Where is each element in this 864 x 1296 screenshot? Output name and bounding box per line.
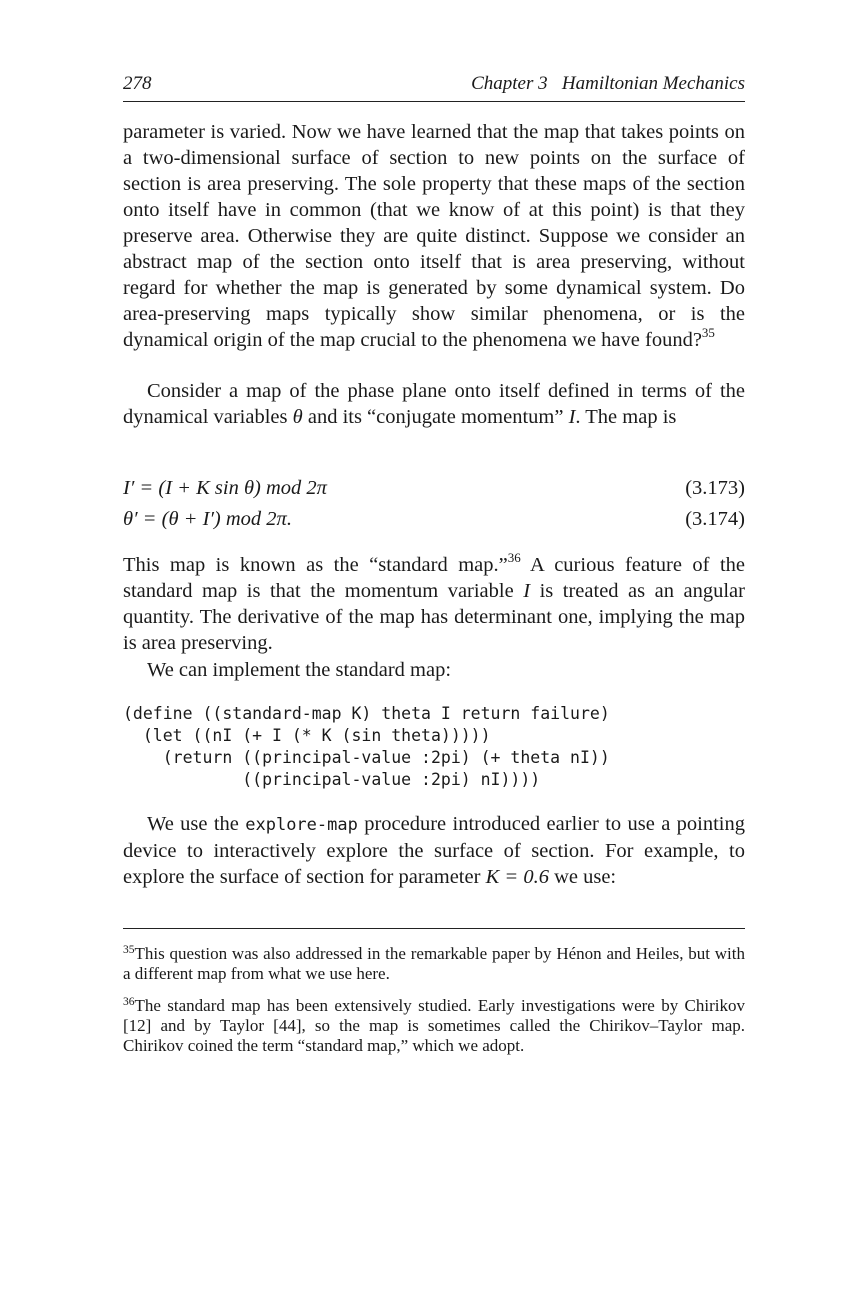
paragraph-1 <box>123 119 745 353</box>
paragraph-3-text-a: This map is known as the “standard map.” <box>123 554 508 576</box>
paragraph-2-text-b: and its “conjugate momentum” <box>302 406 569 428</box>
paragraph-2 <box>123 378 745 430</box>
footnote-ref-35[interactable]: 35 <box>701 325 715 340</box>
paragraph-5-text-a: We use the <box>147 813 246 835</box>
footnote-mark: 35 <box>123 944 135 956</box>
chapter-title: Chapter 3 Hamiltonian Mechanics <box>471 73 745 94</box>
paragraph-1-text: parameter is varied. Now we have learned that the map that takes points on a two-dimensional surface of section to new points on the surface of section is area preserving. The sole property that these maps of the section onto itself have in common (that we know of at this point) is that they preserve area. Otherwise they are quite distinct. Suppose we consider an abstract map of the section onto itself that is area preserving, without regard for whether the map is generated by some dynamical system. Do area-preserving maps typically show similar phenomena, or is the dynamical origin of the map crucial to the phenomena we have found? <box>123 121 745 351</box>
running-header <box>123 72 745 102</box>
equation-3-173 <box>123 477 745 505</box>
equation-number: (3.173) <box>685 477 745 499</box>
paragraph-5-text-c: we use: <box>548 866 617 888</box>
paragraph-3 <box>123 552 745 656</box>
footnote-ref-36[interactable]: 36 <box>507 550 521 565</box>
equation-3-174 <box>123 508 745 536</box>
page-number: 278 <box>123 73 152 94</box>
footnote-mark: 36 <box>123 996 135 1008</box>
theta-symbol: θ <box>292 406 303 428</box>
footnote-36 <box>123 996 745 1056</box>
parameter-value: K = 0.6 <box>485 866 549 888</box>
inline-code: explore-map <box>245 815 358 835</box>
footnote-text: This question was also addressed in the remarkable paper by Hénon and Heiles, but with a different map from what we use here. <box>123 944 745 983</box>
equation-lhs: θ′ = (θ + I′) mod 2π. <box>123 508 292 530</box>
footnote-35 <box>123 944 745 984</box>
code-block: (define ((standard-map K) theta I return failure) (let ((nI (+ I (* K (sin theta))))) (return ((principal-value :2pi) (+ theta nI)) ((principal-value :2pi) nI)))) <box>123 704 610 789</box>
paragraph-4 <box>123 657 745 683</box>
paragraph-5 <box>123 811 745 890</box>
paragraph-4-text: We can implement the standard map: <box>147 659 452 681</box>
paragraph-5-text-b: procedure introduced earlier to use a pointing device to interactively explore the surface of section. For example, to explore the surface of section for parameter <box>123 813 745 888</box>
momentum-symbol: I <box>568 406 576 428</box>
paragraph-2-text-c: . The map is <box>575 406 677 428</box>
paragraph-2-text-a: Consider a map of the phase plane onto itself defined in terms of the dynamical variables <box>123 380 745 428</box>
equation-number: (3.174) <box>685 508 745 530</box>
equation-lhs: I′ = (I + K sin θ) mod 2π <box>123 477 327 499</box>
paragraph-3-text-c: is treated as an angular quantity. The derivative of the map has determinant one, implying the map is area preserving. <box>123 580 745 654</box>
footnote-rule <box>123 928 745 929</box>
footnote-text: The standard map has been extensively studied. Early investigations were by Chirikov [12] and by Taylor [44], so the map is sometimes called the Chirikov–Taylor map. Chirikov coined the term “standard map,” which we adopt. <box>123 996 745 1055</box>
paragraph-3-text-b: A curious feature of the standard map is that the momentum variable <box>123 554 745 602</box>
momentum-symbol: I <box>523 580 531 602</box>
